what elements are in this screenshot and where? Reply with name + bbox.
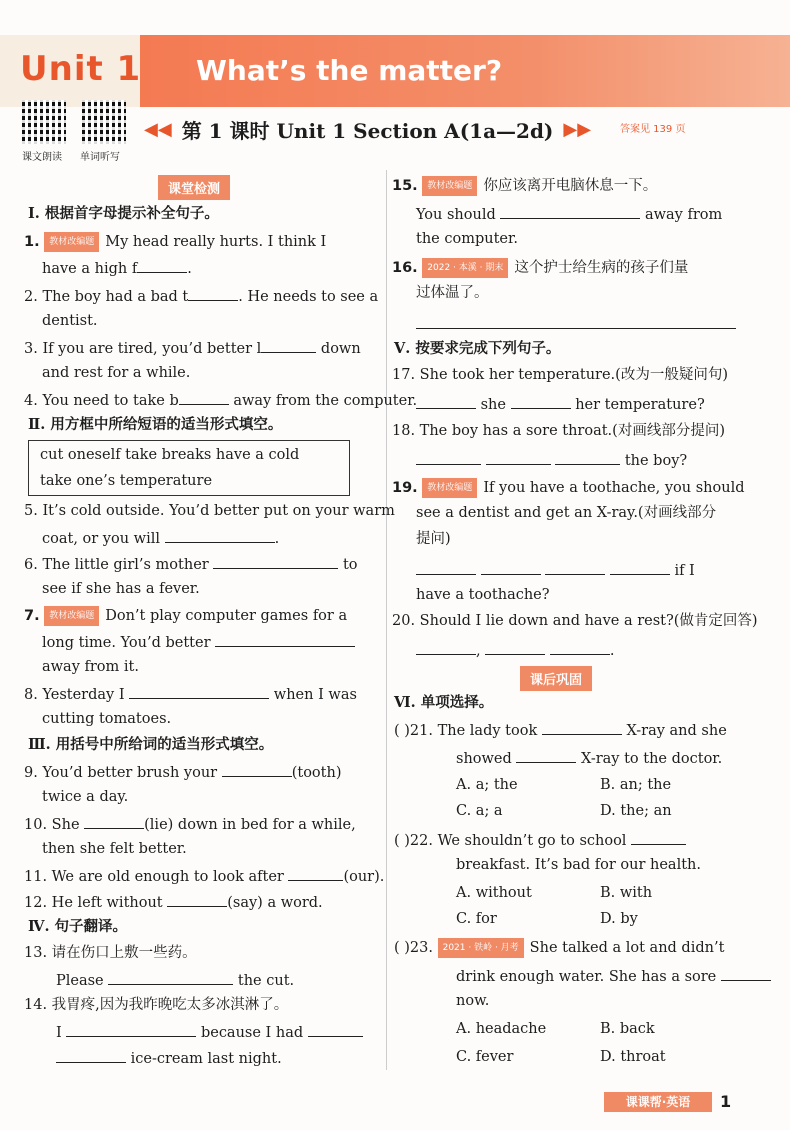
question-15-answer: You should away from (416, 204, 722, 224)
blank-6[interactable] (213, 554, 338, 569)
phrase-box-line2: take one’s temperature (40, 473, 213, 489)
question-6-cont: see if she has a fever. (42, 581, 200, 597)
question-16-cont: 过体温了。 (416, 285, 489, 301)
lesson-heading (144, 114, 624, 144)
option-23-b[interactable]: B. back (600, 1021, 655, 1037)
question-5: 5. It’s cold outside. You’d better put on your warm (24, 503, 395, 519)
part5-heading: Ⅴ. 按要求完成下列句子。 (394, 340, 561, 357)
tag-2021: 2021 · 铁岭 · 月考 (438, 938, 524, 958)
option-21-c[interactable]: C. a; a (456, 803, 503, 819)
question-9: 9. You’d better brush your (tooth) (24, 762, 342, 782)
blank-22[interactable] (631, 830, 686, 845)
question-8: 8. Yesterday I when I was (24, 684, 357, 704)
option-21-b[interactable]: B. an; the (600, 777, 672, 793)
question-1-cont: have a high f . (42, 258, 192, 278)
question-19-end: 提问) (416, 531, 451, 547)
blank-3[interactable] (261, 338, 316, 353)
section-after-class: 课后巩固 (520, 666, 592, 691)
part6-heading: Ⅵ. 单项选择。 (394, 694, 494, 711)
tag-textbook: 教材改编题 (44, 232, 99, 252)
blank-10[interactable] (84, 814, 144, 829)
blank-18b[interactable] (486, 450, 551, 465)
blank-17b[interactable] (511, 394, 571, 409)
blank-5[interactable] (165, 528, 275, 543)
question-23-end: now. (456, 993, 490, 1009)
question-10: 10. She (lie) down in bed for a while, (24, 814, 356, 834)
blank-1[interactable] (137, 258, 187, 273)
question-19: 19. 教材改编题 If you have a toothache, you should (392, 480, 745, 496)
blank-20c[interactable] (550, 640, 610, 655)
part4-heading: Ⅳ. 句子翻译。 (28, 918, 128, 935)
qr-label-dictation: 单词听写 (80, 152, 120, 163)
question-17-answer: she her temperature? (416, 394, 705, 414)
question-4: 4. You need to take b away from the computer. (24, 390, 417, 410)
question-18-answer: the boy? (416, 450, 687, 470)
question-22-cont: breakfast. It’s bad for our health. (456, 857, 701, 873)
option-22-d[interactable]: D. by (600, 911, 638, 927)
blank-19b[interactable] (481, 560, 541, 575)
double-left-arrow-icon: ◀◀ (144, 118, 172, 140)
question-23-cont: drink enough water. She has a sore (456, 966, 771, 986)
question-20: 20. Should I lie down and have a rest?(做肯定回答) (392, 613, 758, 629)
blank-17a[interactable] (416, 394, 476, 409)
blank-16[interactable] (416, 314, 736, 329)
column-divider (386, 170, 387, 1070)
qr-label-reading: 课文朗读 (22, 152, 62, 163)
question-5-cont: coat, or you will . (42, 528, 279, 548)
question-15-cont: the computer. (416, 231, 518, 247)
option-21-a[interactable]: A. a; the (456, 777, 518, 793)
question-13-answer: Please the cut. (56, 970, 294, 990)
option-22-c[interactable]: C. for (456, 911, 497, 927)
question-16-answer (416, 314, 736, 334)
question-13: 13. 请在伤口上敷一些药。 (24, 945, 197, 961)
section-in-class: 课堂检测 (158, 175, 230, 200)
blank-19a[interactable] (416, 560, 476, 575)
question-2: 2. The boy had a bad t . He needs to see a (24, 286, 378, 306)
blank-7[interactable] (215, 632, 355, 647)
question-20-answer: , . (416, 640, 614, 660)
blank-4[interactable] (179, 390, 229, 405)
question-18: 18. The boy has a sore throat.(对画线部分提问) (392, 423, 725, 439)
tag-textbook: 教材改编题 (44, 606, 99, 626)
blank-14c[interactable] (56, 1048, 126, 1063)
blank-21a[interactable] (542, 720, 622, 735)
blank-20b[interactable] (485, 640, 545, 655)
option-23-c[interactable]: C. fever (456, 1049, 514, 1065)
part1-heading: Ⅰ. 根据首字母提示补全句子。 (28, 205, 219, 222)
qr-code-reading[interactable] (22, 100, 66, 144)
question-21-cont: showed X-ray to the doctor. (456, 748, 722, 768)
lesson-title: 第 1 课时 Unit 1 Section A(1a—2d) (181, 118, 554, 143)
option-23-d[interactable]: D. throat (600, 1049, 666, 1065)
unit-title: What’s the matter? (196, 54, 503, 87)
tag-2022: 2022 · 本溪 · 期末 (422, 258, 508, 278)
blank-20a[interactable] (416, 640, 476, 655)
question-3: 3. If you are tired, you’d better l down (24, 338, 361, 358)
question-11: 11. We are old enough to look after (our). (24, 866, 384, 886)
blank-23[interactable] (721, 966, 771, 981)
blank-15[interactable] (500, 204, 640, 219)
question-23: ( )23. 2021 · 铁岭 · 月考 She talked a lot and didn’t (394, 940, 725, 956)
option-21-d[interactable]: D. the; an (600, 803, 672, 819)
blank-18a[interactable] (416, 450, 481, 465)
footer-brand: 课课帮·英语 (604, 1092, 712, 1112)
question-16: 16. 2022 · 本溪 · 期末 这个护士给生病的孩子们量 (392, 260, 689, 276)
blank-8[interactable] (129, 684, 269, 699)
blank-2[interactable] (188, 286, 238, 301)
blank-14b[interactable] (308, 1022, 363, 1037)
question-1: 1. 教材改编题 My head really hurts. I think I (24, 234, 327, 250)
question-7-end: away from it. (42, 659, 139, 675)
question-19-cont: see a dentist and get an X-ray.(对画线部分 (416, 505, 717, 521)
double-right-arrow-icon: ▶▶ (563, 118, 592, 140)
tag-textbook: 教材改编题 (422, 176, 477, 196)
question-17: 17. She took her temperature.(改为一般疑问句) (392, 367, 728, 383)
question-19-answer: if I (416, 560, 695, 580)
question-22: ( )22. We shouldn’t go to school (394, 830, 686, 850)
qr-code-dictation[interactable] (82, 100, 126, 144)
option-23-a[interactable]: A. headache (456, 1021, 547, 1037)
question-21: ( )21. The lady took X-ray and she (394, 720, 727, 740)
question-14: 14. 我胃疼,因为我昨晚吃太多冰淇淋了。 (24, 997, 289, 1013)
blank-13[interactable] (108, 970, 233, 985)
blank-19d[interactable] (610, 560, 670, 575)
question-6: 6. The little girl’s mother to (24, 554, 358, 574)
blank-18c[interactable] (555, 450, 620, 465)
part2-heading: Ⅱ. 用方框中所给短语的适当形式填空。 (28, 416, 283, 433)
question-19-answer-cont: have a toothache? (416, 587, 550, 603)
question-9-cont: twice a day. (42, 789, 129, 805)
question-3-cont: and rest for a while. (42, 365, 191, 381)
blank-9[interactable] (222, 762, 292, 777)
question-12: 12. He left without (say) a word. (24, 892, 323, 912)
blank-21b[interactable] (516, 748, 576, 763)
question-10-cont: then she felt better. (42, 841, 187, 857)
question-7: 7. 教材改编题 Don’t play computer games for a (24, 608, 348, 624)
blank-14a[interactable] (66, 1022, 196, 1037)
option-22-b[interactable]: B. with (600, 885, 653, 901)
unit-label: Unit 1 (20, 49, 142, 89)
question-2-cont: dentist. (42, 313, 98, 329)
question-8-cont: cutting tomatoes. (42, 711, 172, 727)
blank-12[interactable] (167, 892, 227, 907)
phrase-box-line1: cut oneself take breaks have a cold (40, 447, 300, 463)
question-15: 15. 教材改编题 你应该离开电脑休息一下。 (392, 178, 658, 194)
part3-heading: Ⅲ. 用括号中所给词的适当形式填空。 (28, 736, 274, 753)
option-22-a[interactable]: A. without (456, 885, 532, 901)
blank-19c[interactable] (545, 560, 605, 575)
blank-11[interactable] (288, 866, 343, 881)
question-14-answer: I because I had (56, 1022, 363, 1042)
question-7-cont: long time. You’d better (42, 632, 355, 652)
tag-textbook: 教材改编题 (422, 478, 477, 498)
question-14-cont: ice-cream last night. (56, 1048, 282, 1068)
answer-reference: 答案见 139 页 (620, 124, 686, 135)
page-number: 1 (720, 1092, 732, 1111)
